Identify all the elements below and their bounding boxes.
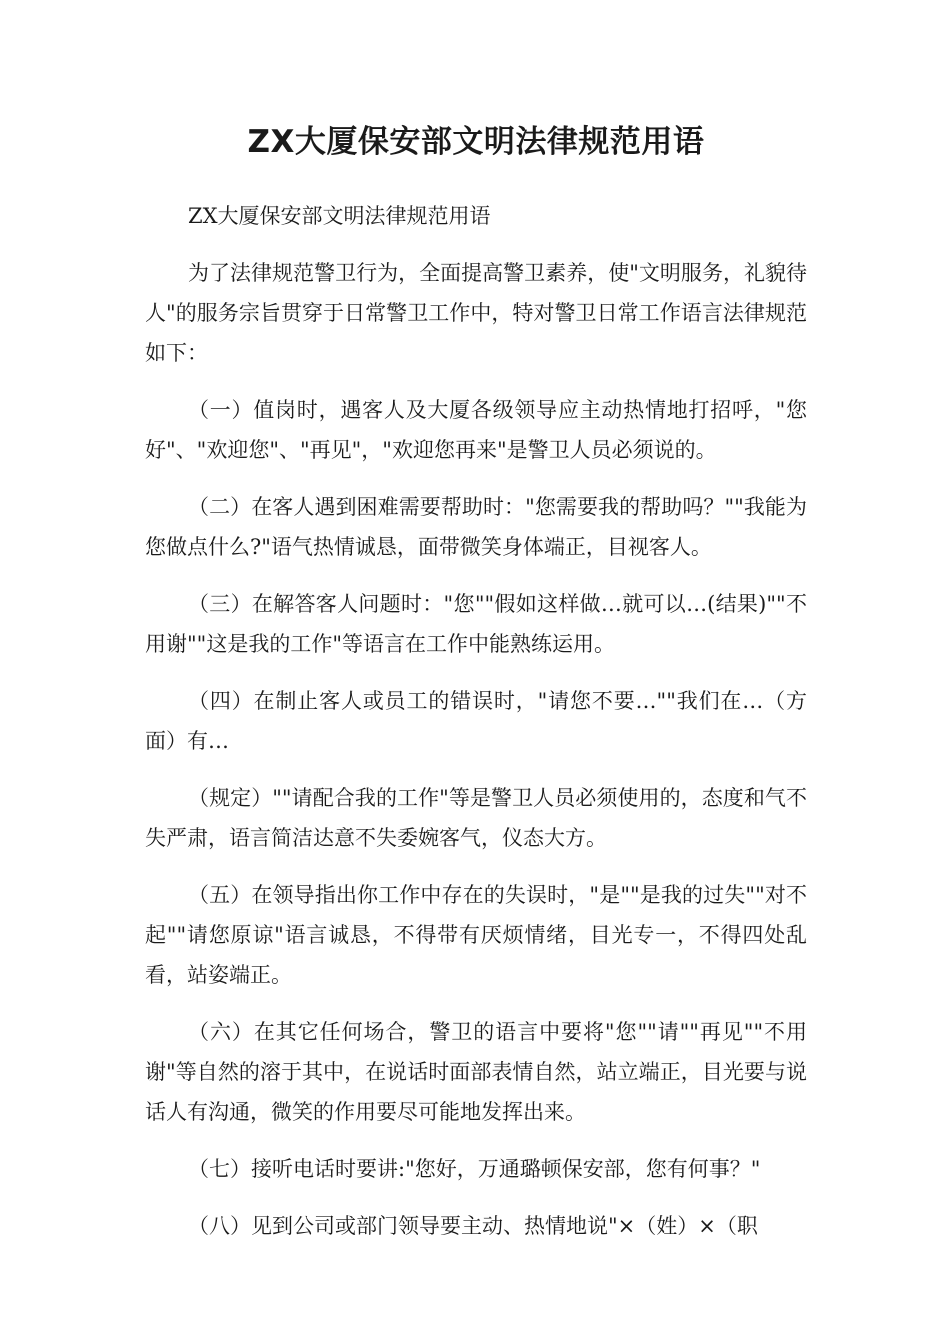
- paragraph-item-4-continued: （规定）""请配合我的工作"等是警卫人员必须使用的，态度和气不失严肃，语言简洁达意不失委婉客气，仪态大方。: [145, 786, 807, 850]
- paragraph-item-4: （四）在制止客人或员工的错误时，"请您不要…""我们在…（方面）有…: [145, 689, 807, 753]
- paragraph-item-6: （六）在其它任何场合，警卫的语言中要将"您""请""再见""不用谢"等自然的溶于其中，在说话时面部表情自然，站立端正，目光要与说话人有沟通，微笑的作用要尽可能地发挥出来。: [145, 1020, 807, 1124]
- paragraph-subtitle: ZX大厦保安部文明法律规范用语: [188, 204, 491, 228]
- paragraph-intro: 为了法律规范警卫行为，全面提高警卫素养，使"文明服务，礼貌待人"的服务宗旨贯穿于日常警卫工作中，特对警卫日常工作语言法律规范如下：: [145, 261, 807, 365]
- paragraph-item-3: （三）在解答客人问题时："您""假如这样做…就可以…(结果)""不用谢""这是我的工作"等语言在工作中能熟练运用。: [145, 592, 807, 656]
- document-page: [145, 110, 807, 1263]
- paragraph-item-8: （八）见到公司或部门领导要主动、热情地说"×（姓）×（职: [188, 1214, 758, 1238]
- paragraph-item-7: （七）接听电话时要讲:"您好，万通璐顿保安部，您有何事？": [188, 1157, 761, 1181]
- document-title: ZX大厦保安部文明法律规范用语: [247, 124, 705, 160]
- paragraph-item-1: （一）值岗时，遇客人及大厦各级领导应主动热情地打招呼，"您好"、"欢迎您"、"再见"，"欢迎您再来"是警卫人员必须说的。: [145, 398, 807, 462]
- paragraph-item-2: （二）在客人遇到困难需要帮助时："您需要我的帮助吗？""我能为您做点什么?"语气热情诚恳，面带微笑身体端正，目视客人。: [145, 495, 807, 559]
- paragraph-item-5: （五）在领导指出你工作中存在的失误时，"是""是我的过失""对不起""请您原谅"语言诚恳，不得带有厌烦情绪，目光专一，不得四处乱看，站姿端正。: [145, 883, 807, 987]
